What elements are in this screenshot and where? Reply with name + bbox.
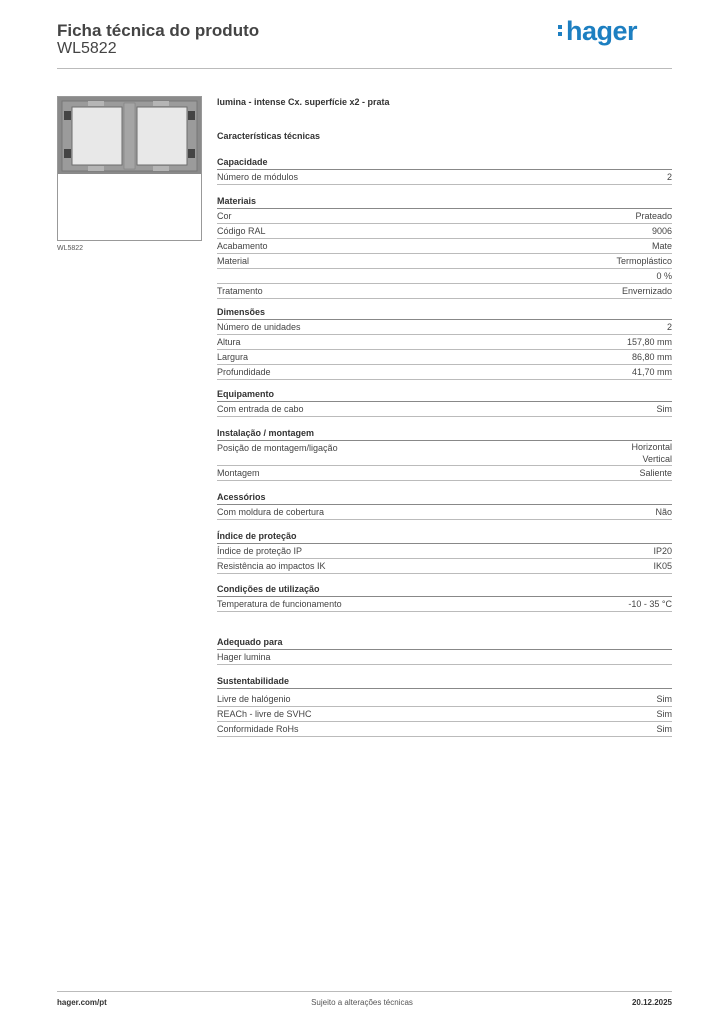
section-heading: Índice de proteção [217, 529, 672, 544]
row-value: IK05 [653, 561, 672, 571]
image-caption: WL5822 [57, 245, 84, 252]
row-label: Profundidade [217, 367, 271, 377]
row-label: Cor [217, 211, 232, 221]
section-heading: Capacidade [217, 155, 672, 170]
row-value: Prateado [635, 211, 672, 221]
table-row [217, 692, 672, 707]
hager-logo [566, 15, 637, 47]
row-label: Montagem [217, 468, 260, 478]
section-sustentabilidade [217, 674, 672, 737]
row-value: 2 [666, 172, 672, 182]
row-value: -10 - 35 °C [628, 599, 672, 609]
product-code: WL5822 [57, 40, 117, 57]
section-heading: Instalação / montagem [217, 426, 672, 441]
table-row [217, 544, 672, 559]
section-acessorios [217, 490, 672, 520]
row-value [631, 441, 672, 465]
row-label: Posição de montagem/ligação [217, 443, 338, 453]
row-label: REACh - livre de SVHC [217, 709, 312, 719]
footer-website[interactable]: hager.com/pt [57, 998, 107, 1007]
table-row [217, 505, 672, 520]
section-equipamento [217, 387, 672, 417]
table-row [217, 441, 672, 466]
product-title: lumina - intense Cx. superfície x2 - prata [217, 97, 390, 107]
logo-text: hager [566, 16, 638, 46]
row-label: Material [217, 256, 250, 266]
row-value: Sim [656, 694, 672, 704]
table-row [217, 350, 672, 365]
section-adequado [217, 635, 672, 665]
row-label: Tratamento [217, 286, 263, 296]
table-row [217, 707, 672, 722]
footer-notice: Sujeito a alterações técnicas [311, 998, 413, 1007]
table-row [217, 254, 672, 269]
page-title: Ficha técnica do produto [57, 21, 260, 40]
row-label: Livre de halógenio [217, 694, 291, 704]
section-condicoes [217, 582, 672, 612]
row-label: Número de unidades [217, 322, 301, 332]
section-protecao [217, 529, 672, 574]
row-value: 0 % [656, 271, 672, 281]
row-label: Resistência ao impactos IK [217, 561, 326, 571]
row-label: Acabamento [217, 241, 268, 251]
section-materiais [217, 194, 672, 299]
table-row [217, 209, 672, 224]
table-row [217, 170, 672, 185]
row-value: Sim [656, 404, 672, 414]
row-label: Hager lumina [217, 652, 271, 662]
table-row [217, 597, 672, 612]
table-row [217, 466, 672, 481]
section-heading: Condições de utilização [217, 582, 672, 597]
row-value: Termoplástico [616, 256, 672, 266]
table-row [217, 284, 672, 299]
row-value-line: Vertical [642, 454, 672, 464]
header-divider [57, 68, 672, 69]
row-value: Saliente [639, 468, 672, 478]
row-label: Conformidade RoHs [217, 724, 299, 734]
row-value: IP20 [653, 546, 672, 556]
section-heading: Equipamento [217, 387, 672, 402]
logo-dots-icon [558, 25, 562, 39]
product-image [57, 96, 202, 241]
section-capacidade [217, 155, 672, 185]
table-row [217, 650, 672, 665]
table-row [217, 365, 672, 380]
table-row [217, 335, 672, 350]
section-heading: Sustentabilidade [217, 674, 672, 689]
row-label: Código RAL [217, 226, 266, 236]
row-label: Índice de proteção IP [217, 546, 303, 556]
section-heading: Acessórios [217, 490, 672, 505]
row-label: Com entrada de cabo [217, 404, 304, 414]
row-label: Com moldura de cobertura [217, 507, 325, 517]
row-value-line: Horizontal [631, 442, 672, 452]
footer-date: 20.12.2025 [631, 998, 672, 1007]
row-label: Temperatura de funcionamento [217, 599, 342, 609]
table-row [217, 224, 672, 239]
row-label: Número de módulos [217, 172, 299, 182]
table-row [217, 269, 672, 284]
section-heading: Materiais [217, 194, 672, 209]
table-row [217, 320, 672, 335]
section-instalacao [217, 426, 672, 481]
table-row [217, 239, 672, 254]
table-row [217, 559, 672, 574]
footer-divider [57, 991, 672, 992]
row-label: Altura [217, 337, 241, 347]
row-value: 157,80 mm [626, 337, 672, 347]
row-value: Sim [656, 709, 672, 719]
row-value: 41,70 mm [631, 367, 672, 377]
section-title: Características técnicas [217, 131, 321, 141]
section-heading: Dimensões [217, 305, 672, 320]
section-dimensoes [217, 305, 672, 380]
row-value: Não [655, 507, 672, 517]
table-row [217, 402, 672, 417]
row-value: Sim [656, 724, 672, 734]
row-value: 86,80 mm [631, 352, 672, 362]
row-label: Largura [217, 352, 249, 362]
row-value: 9006 [651, 226, 672, 236]
section-heading: Adequado para [217, 635, 672, 650]
row-value: Mate [651, 241, 672, 251]
row-value: 2 [666, 322, 672, 332]
table-row [217, 722, 672, 737]
row-value: Envernizado [621, 286, 672, 296]
